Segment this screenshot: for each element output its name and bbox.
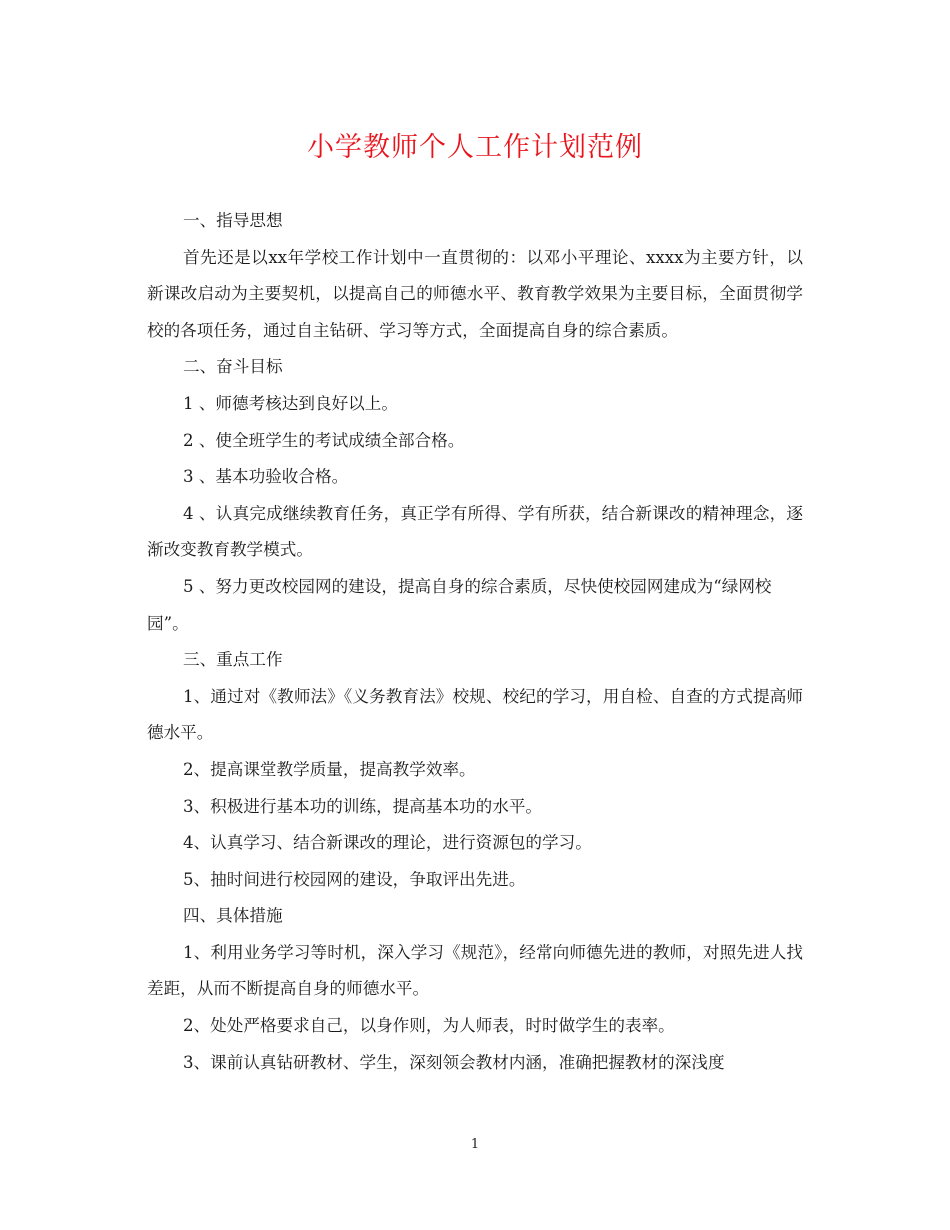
key-work-item-4: 4、认真学习、结合新课改的理论，进行资源包的学习。 xyxy=(183,833,592,853)
key-work-item-5: 5、抽时间进行校园网的建设，争取评出先进。 xyxy=(183,869,526,889)
section-heading-guiding-ideology: 一、指导思想 xyxy=(183,211,283,230)
section-heading-key-work: 三、重点工作 xyxy=(183,650,283,670)
page-title: 小学教师个人工作计划范例 xyxy=(307,132,643,163)
paragraph-guiding-ideology: 首先还是以xx年学校工作计划中一直贯彻的：以邓小平理论、xxxx为主要方针，以新课改启动为主要契机，以提高自己的师德水平、教育教学效果为主要目标，全面贯彻学校的各项任务，通过自主钻研、学习等方式，全面提高自身的综合素质。 xyxy=(147,247,803,340)
goal-item-2: 2 、使全班学生的考试成绩全部合格。 xyxy=(183,430,465,450)
page-number: 1 xyxy=(470,1137,480,1152)
key-work-item-1: 1、通过对《教师法》《义务教育法》校规、校纪的学习，用自检、自查的方式提高师德水平。 xyxy=(147,686,803,743)
section-heading-goals: 二、奋斗目标 xyxy=(183,357,283,377)
goal-item-5: 5 、努力更改校园网的建设，提高自身的综合素质，尽快使校园网建成为“绿网校园”。 xyxy=(147,576,772,633)
key-work-item-2: 2、提高课堂教学质量，提高教学效率。 xyxy=(183,759,476,779)
section-heading-measures: 四、具体措施 xyxy=(183,906,283,926)
goal-item-4: 4 、认真完成继续教育任务，真正学有所得、学有所获，结合新课改的精神理念，逐渐改变教育教学模式。 xyxy=(147,503,803,560)
document-body xyxy=(147,203,803,1081)
goal-item-1: 1 、师德考核达到良好以上。 xyxy=(183,393,398,413)
measure-item-2: 2、处处严格要求自己，以身作则，为人师表，时时做学生的表率。 xyxy=(183,1016,675,1036)
measure-item-1: 1、利用业务学习等时机，深入学习《规范》，经常向师德先进的教师，对照先进人找差距，从而不断提高自身的师德水平。 xyxy=(147,942,803,999)
key-work-item-3: 3、积极进行基本功的训练，提高基本功的水平。 xyxy=(183,796,543,816)
measure-item-3: 3、课前认真钻研教材、学生，深刻领会教材内涵，准确把握教材的深浅度 xyxy=(183,1052,725,1072)
goal-item-3: 3 、基本功验收合格。 xyxy=(183,467,349,487)
